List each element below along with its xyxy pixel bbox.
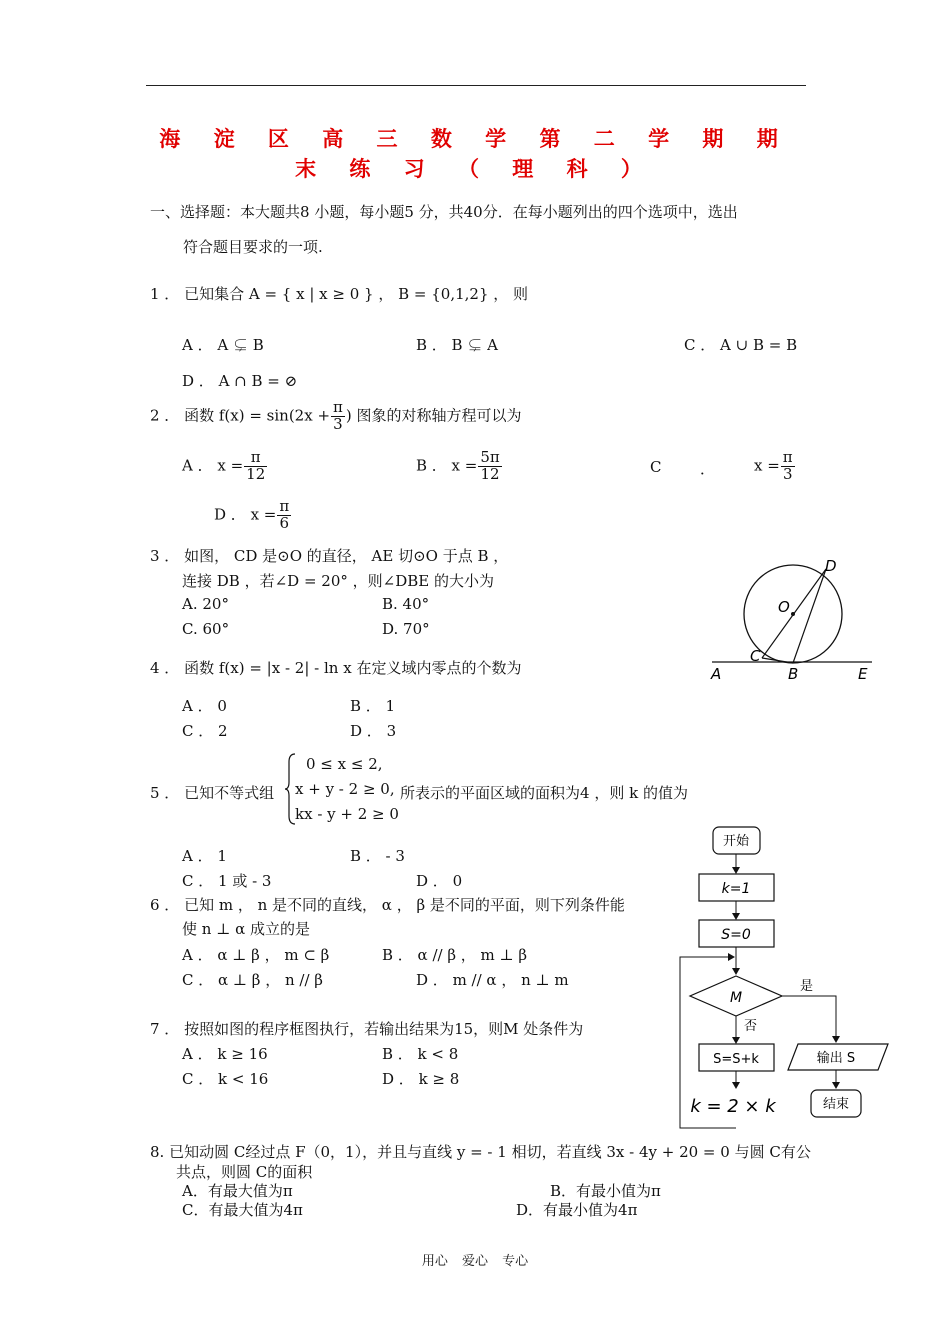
q2-option-c-label: C bbox=[650, 458, 662, 476]
q7-flowchart bbox=[670, 820, 900, 1135]
q4-stem: 4 ． 函数 f(x) = |x - 2| - ln x 在定义域内零点的个数为 bbox=[150, 659, 522, 677]
label-a: A bbox=[711, 665, 722, 683]
center-dot bbox=[791, 612, 795, 616]
flow-k1-text: k=1 bbox=[721, 881, 751, 897]
q2-option-c-dot: ． bbox=[700, 460, 716, 478]
q1-option-c: C ． A ∪ B = B bbox=[684, 336, 798, 354]
q4-option-a: A ． 0 bbox=[182, 697, 227, 715]
flow-yes-label: 是 bbox=[800, 979, 814, 994]
q2-stem-post: ) 图象的对称轴方程可以为 bbox=[345, 406, 522, 425]
q5-tail: 所表示的平面区域的面积为4 ，则 k 的值为 bbox=[400, 784, 688, 802]
q5-system-line-3: kx - y + 2 ≥ 0 bbox=[295, 805, 399, 823]
q3-option-a: A. 20° bbox=[182, 595, 229, 613]
q3-line-2: 连接 DB ，若∠D = 20° ，则∠DBE 的大小为 bbox=[182, 572, 494, 590]
q6-option-c: C ． α ⊥ β ， n // β bbox=[182, 971, 323, 989]
q5-option-d: D ． 0 bbox=[416, 872, 463, 890]
q5-system-line-2: x + y - 2 ≥ 0, bbox=[295, 780, 395, 798]
q5-option-c: C ． 1 或 - 3 bbox=[182, 872, 272, 890]
q2-stem-pre: 2 ． 函数 f(x) = sin(2x + bbox=[150, 406, 331, 425]
q1-option-a: A ． A ⊊ B bbox=[182, 336, 264, 354]
q1-option-d: D ． A ∩ B = ⊘ bbox=[182, 372, 298, 390]
q7-option-b: B ． k < 8 bbox=[382, 1045, 459, 1063]
q5-system-line-1: 0 ≤ x ≤ 2, bbox=[306, 755, 383, 773]
q1-stem: 1 ． 已知集合 A = { x | x ≥ 0 } ， B = {0,1,2} ， 则 bbox=[150, 285, 529, 303]
q3-option-c: C. 60° bbox=[182, 620, 230, 638]
q8-line-2: 共点，则圆 C的面积 bbox=[176, 1163, 313, 1181]
flow-k2-text: k = 2 × k bbox=[690, 1096, 776, 1117]
label-b: B bbox=[788, 665, 799, 683]
section-line-1: 一、选择题：本大题共8 小题，每小题5 分，共40分．在每小题列出的四个选项中，选出 bbox=[150, 203, 738, 221]
q5-option-b: B ． - 3 bbox=[350, 847, 405, 865]
label-e: E bbox=[858, 665, 868, 683]
page-footer: 用心 爱心 专心 bbox=[421, 1254, 529, 1269]
q8-option-b: B．有最小值为π bbox=[550, 1182, 661, 1200]
q2-stem-fraction: $\frac{\pi}{3}$ bbox=[333, 398, 343, 433]
q3-option-b: B. 40° bbox=[382, 595, 430, 613]
q7-stem: 7 ． 按照如图的程序框图执行，若输出结果为15，则M 处条件为 bbox=[150, 1020, 584, 1038]
q2-stem bbox=[150, 400, 522, 433]
q7-option-d: D ． k ≥ 8 bbox=[382, 1070, 460, 1088]
q5-option-a: A ． 1 bbox=[182, 847, 227, 865]
q8-option-d: D．有最小值为4π bbox=[516, 1201, 638, 1219]
q1-option-b: B ． B ⊊ A bbox=[416, 336, 498, 354]
label-d: D bbox=[825, 557, 837, 575]
label-o: O bbox=[778, 598, 790, 616]
q6-line-2: 使 n ⊥ α 成立的是 bbox=[182, 920, 310, 938]
q5-label: 5 ． 已知不等式组 bbox=[150, 784, 275, 802]
flow-s0-text: S=0 bbox=[721, 927, 751, 943]
q2-option-a: A ． x = $\frac{\pi}{12}$ bbox=[182, 448, 266, 483]
flow-no-label: 否 bbox=[744, 1019, 758, 1034]
q3-circle-figure bbox=[700, 552, 890, 687]
q7-option-c: C ． k < 16 bbox=[182, 1070, 269, 1088]
q3-option-d: D. 70° bbox=[382, 620, 430, 638]
chord-db bbox=[793, 569, 826, 663]
q8-option-a: A．有最大值为π bbox=[182, 1182, 293, 1200]
flow-end-text: 结束 bbox=[822, 1097, 850, 1112]
flow-start-text: 开始 bbox=[722, 834, 750, 849]
q2-option-c: x = $\frac{\pi}{3}$ bbox=[754, 448, 793, 483]
q6-option-a: A ． α ⊥ β ， m ⊂ β bbox=[182, 946, 330, 964]
q3-line-1: 3 ． 如图， CD 是⊙O 的直径， AE 切⊙O 于点 B ， bbox=[150, 547, 509, 565]
flow-output-text: 输出 S bbox=[816, 1051, 856, 1066]
q8-line-1: 8. 已知动圆 C经过点 F（0，1），并且与直线 y = - 1 相切，若直线 3x - 4y + 20 = 0 与圆 C有公 bbox=[150, 1143, 811, 1161]
q7-option-a: A ． k ≥ 16 bbox=[182, 1045, 268, 1063]
label-c: C bbox=[750, 647, 761, 665]
section-line-2: 符合题目要求的一项. bbox=[183, 238, 323, 256]
top-rule bbox=[146, 85, 806, 86]
q6-option-d: D ． m // α ， n ⊥ m bbox=[416, 971, 569, 989]
q6-line-1: 6 ． 已知 m ， n 是不同的直线， α ， β 是不同的平面，则下列条件能 bbox=[150, 896, 625, 914]
page-title: 海 淀 区 高 三 数 学 第 二 学 期 期 末 练 习 （ 理 科 ） bbox=[159, 127, 791, 181]
flow-condition-text: M bbox=[729, 990, 743, 1006]
q2-option-b: B ． x = $\frac{5\pi}{12}$ bbox=[416, 448, 500, 483]
q2-option-d: D ． x = $\frac{\pi}{6}$ bbox=[214, 497, 290, 532]
q4-option-d: D ． 3 bbox=[350, 722, 397, 740]
q4-option-c: C ． 2 bbox=[182, 722, 228, 740]
flow-ssk-text: S=S+k bbox=[713, 1052, 759, 1067]
q6-option-b: B ． α // β ， m ⊥ β bbox=[382, 946, 528, 964]
q4-option-b: B ． 1 bbox=[350, 697, 396, 715]
q8-option-c: C．有最大值为4π bbox=[182, 1201, 303, 1219]
